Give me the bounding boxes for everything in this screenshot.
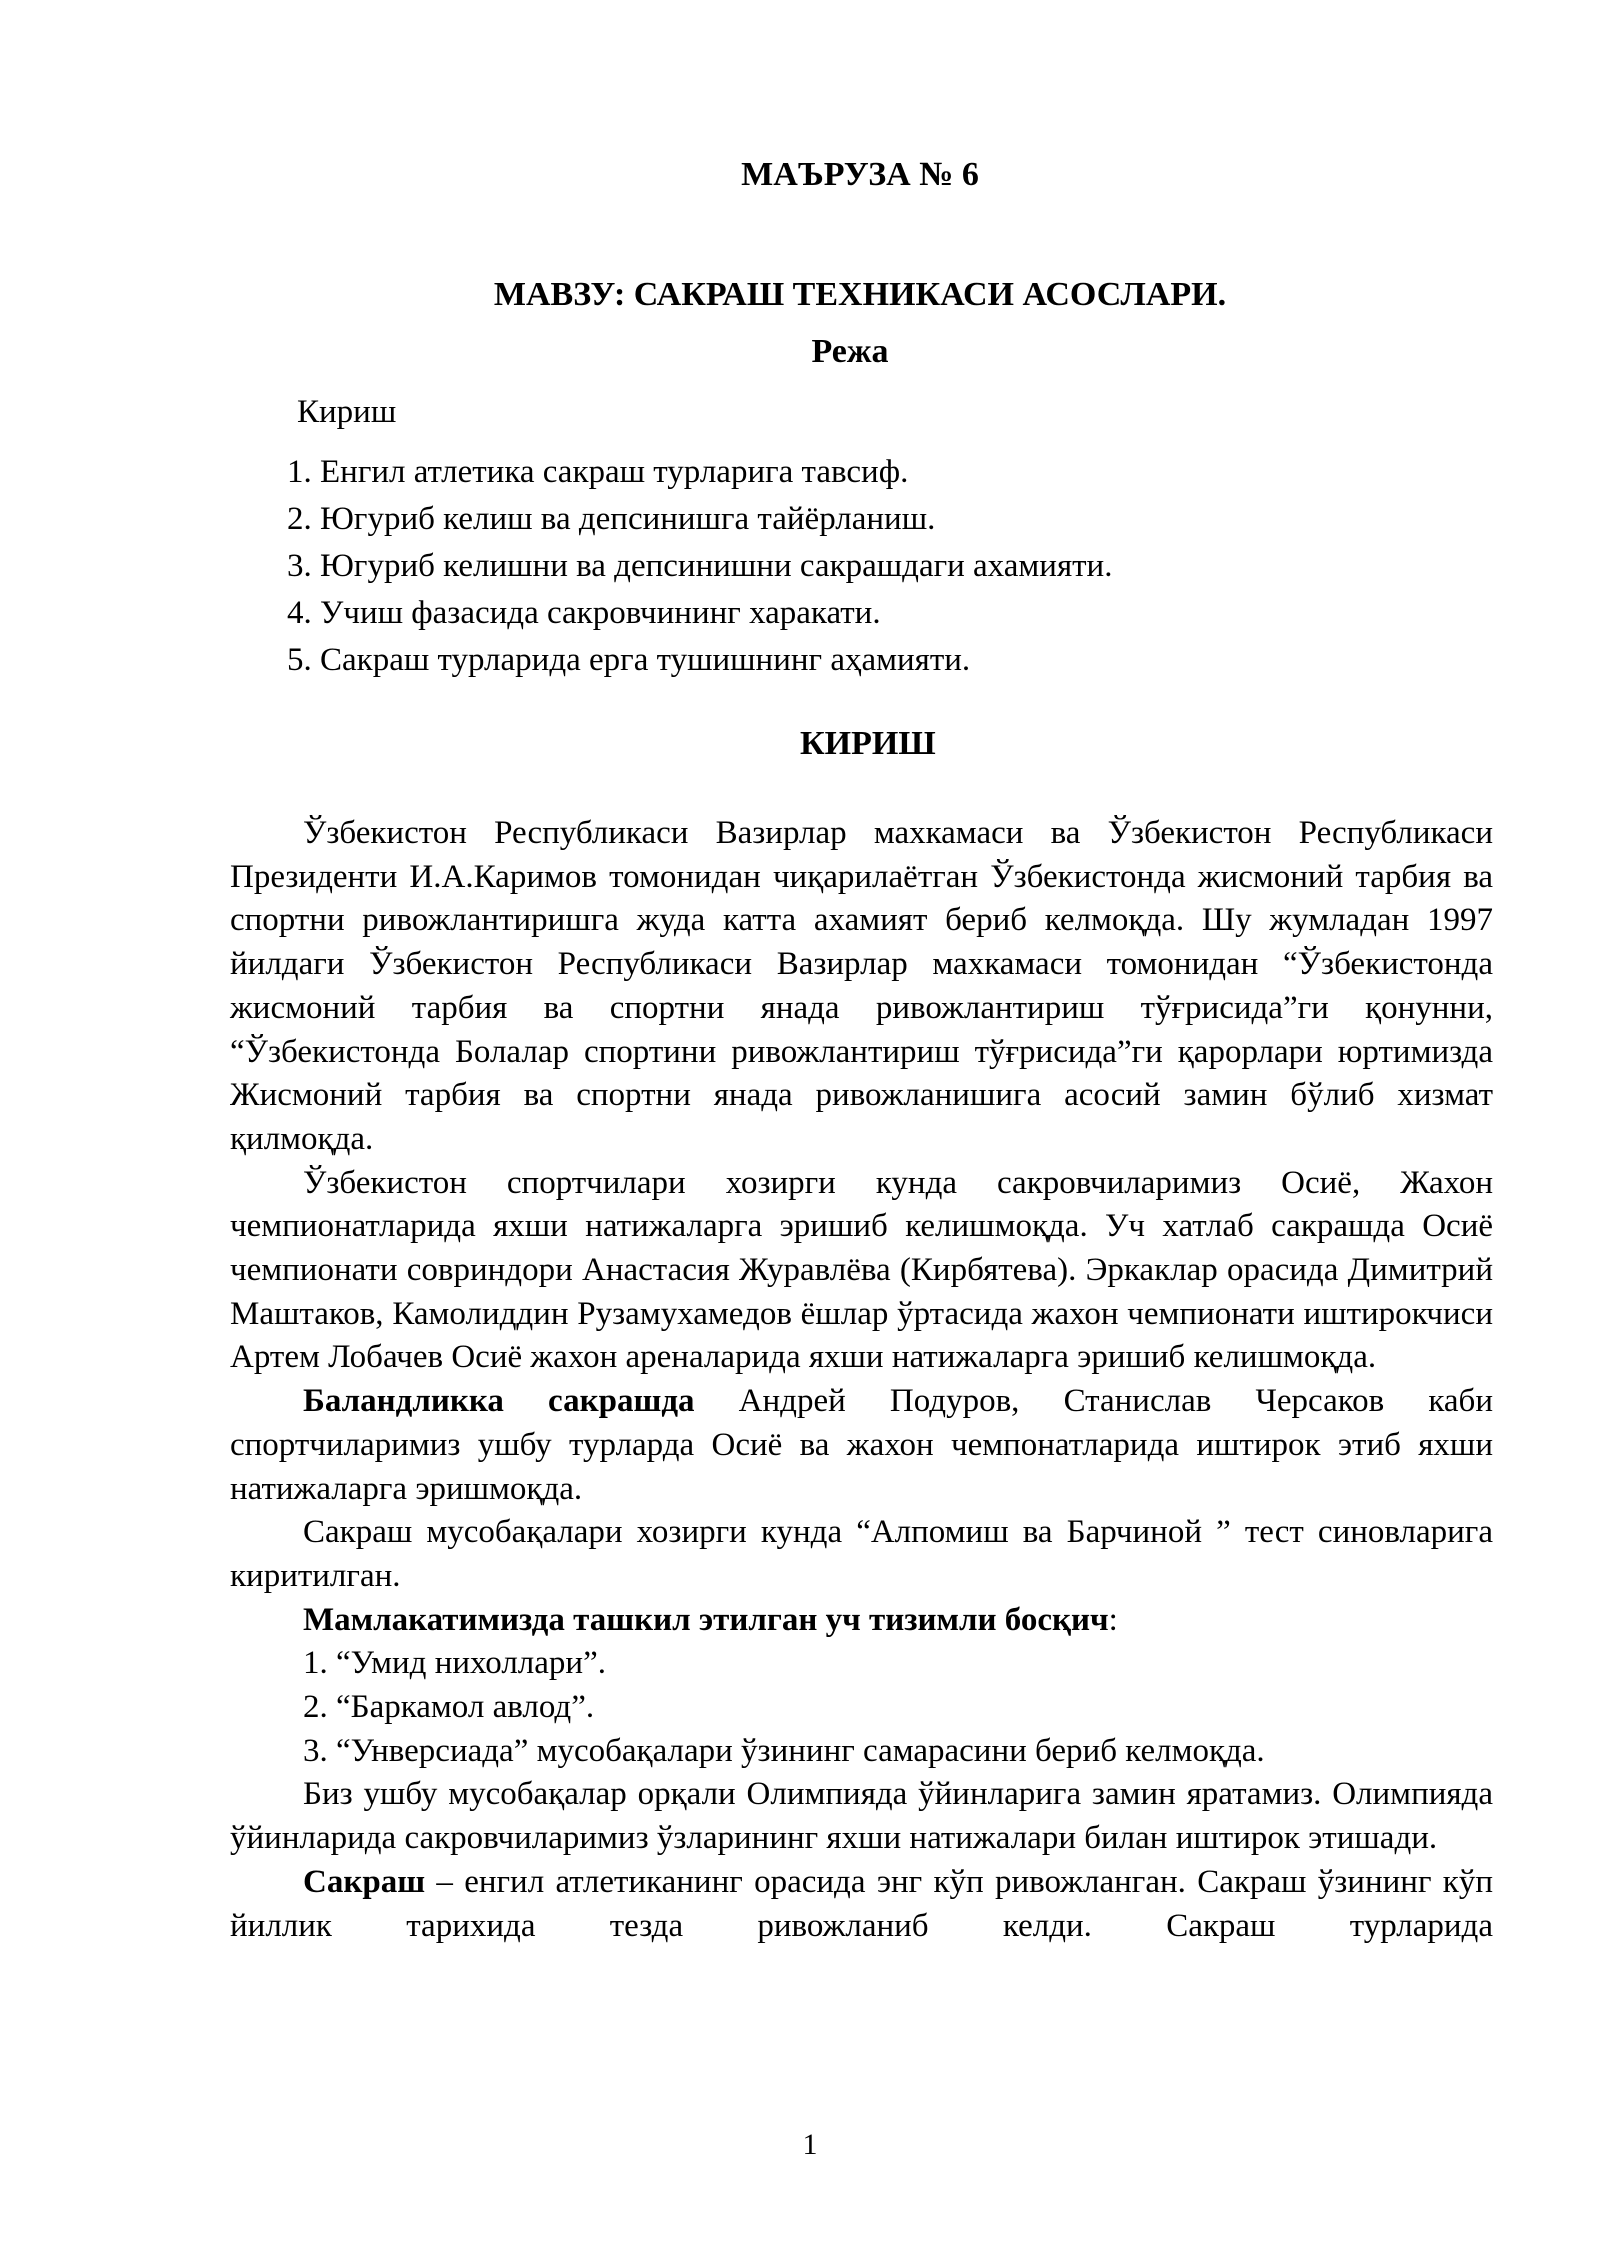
paragraph-3 bbox=[230, 1380, 1493, 1511]
paragraph-6-bold: Сакраш bbox=[303, 1863, 426, 1900]
lecture-title: МАЪРУЗА № 6 bbox=[741, 156, 979, 193]
intro-heading: КИРИШ bbox=[800, 725, 936, 762]
page-number: 1 bbox=[802, 2128, 818, 2161]
stages-heading-bold: Мамлакатимизда ташкил этилган уч тизимли босқич bbox=[303, 1601, 1109, 1638]
paragraph-2: Ўзбекистон спортчилари хозирги кунда сакровчиларимиз Осиё, Жахон чемпионатларида яхши натижаларга эришиб келишмоқда. Уч хатлаб сакрашда Осиё чемпионати совриндори Анастасия Журавлёва (Кирбятева). Эркаклар орасида Димитрий Маштаков, Камолиддин Рузамухамедов ёшлар ўртасида жахон чемпионати иштирокчиси Артем Лобачев Осиё жахон ареналарида яхши натижаларга эришиб келишмоқда. bbox=[230, 1164, 1493, 1376]
plan-item: 1. Енгил атлетика сакраш турларига тавсиф. bbox=[287, 454, 909, 490]
paragraph-3-bold: Баландликка сакрашда bbox=[303, 1383, 695, 1420]
plan-item: 3. Югуриб келишни ва депсинишни сакрашдаги ахамияти. bbox=[287, 548, 1113, 584]
plan-item: 2. Югуриб келиш ва депсинишга тайёрланиш. bbox=[287, 501, 936, 537]
topic-title: МАВЗУ: САКРАШ ТЕХНИКАСИ АСОСЛАРИ. bbox=[493, 276, 1227, 313]
paragraph-1: Ўзбекистон Республикаси Вазирлар махкамаси ва Ўзбекистон Республикаси Президенти И.А.Каримов томонидан чиқарилаётган Ўзбекистонда жисмоний тарбия ва спортни ривожлантиришга жуда катта ахамият бериб келмоқда. Шу жумладан 1997 йилдаги Ўзбекистон Республикаси Вазирлар махкамаси томонидан “Ўзбекистонда жисмоний тарбия ва спортни янада ривожлантириш тўғрисида”ги қонунни, “Ўзбекистонда Болалар спортини ривожлантириш тўғрисида”ги қарорлари юртимизда Жисмоний тарбия ва спортни янада ривожланишига асосий замин бўлиб хизмат қилмоқда. bbox=[230, 815, 1493, 1157]
body-text bbox=[230, 812, 1493, 1948]
plan-item: 5. Сакраш турларида ерга тушишнинг аҳамияти. bbox=[287, 642, 971, 678]
paragraph-3-text: Андрей Подуров, Станислав Черсаков каби спортчиларимиз ушбу турларда Осиё ва жахон чемпонатларида иштирок этиб яхши натижаларга эришмоқда. bbox=[230, 1383, 1493, 1507]
plan-item: 4. Учиш фазасида сакровчининг харакати. bbox=[287, 595, 881, 631]
plan-intro: Кириш bbox=[297, 394, 397, 430]
stage-item: 2. “Баркамол авлод”. bbox=[303, 1689, 595, 1726]
paragraph-4: Сакраш мусобақалари хозирги кунда “Алпомиш ва Барчиной ” тест синовларига киритилган. bbox=[230, 1514, 1493, 1594]
stages-heading bbox=[230, 1599, 1493, 1643]
stage-item: 1. “Умид нихоллари”. bbox=[303, 1645, 606, 1682]
paragraph-6-text: – енгил атлетиканинг орасида энг кўп ривожланган. Сакраш ўзининг кўп йиллик тарихида тезда ривожланиб келди. Сакраш турларида bbox=[230, 1863, 1493, 1944]
paragraph-5: Биз ушбу мусобақалар орқали Олимпияда ўйинларига замин яратамиз. Олимпияда ўйинларида сакровчиларимиз ўзларининг яхши натижалари билан иштирок этишади. bbox=[230, 1776, 1493, 1857]
plan-title: Режа bbox=[811, 333, 889, 370]
plan-list bbox=[287, 452, 1112, 687]
stages-heading-colon: : bbox=[1108, 1601, 1118, 1638]
stage-item: 3. “Унверсиада” мусобақалари ўзининг самарасини бериб келмоқда. bbox=[303, 1732, 1265, 1769]
paragraph-6 bbox=[230, 1861, 1493, 1948]
